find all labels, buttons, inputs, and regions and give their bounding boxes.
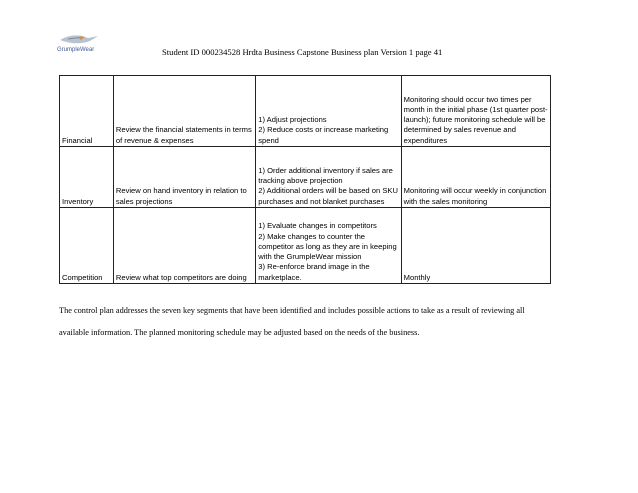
table-row	[60, 147, 551, 208]
schedule-cell: Monitoring will occur weekly in conjunction with the sales monitoring	[401, 147, 550, 208]
actions-cell	[256, 76, 401, 147]
schedule-cell: Monitoring should occur two times per month in the initial phase (1st quarter post-launch); future monitoring schedule will be determined by sales revenue and expenditures	[401, 76, 550, 147]
control-plan-table	[59, 75, 551, 284]
body-paragraph	[59, 300, 579, 344]
action-item: 2) Make changes to counter the competitor as long as they are in keeping with the GrumpleWear mission	[258, 231, 397, 262]
table-row	[60, 208, 551, 284]
action-item: 3) Re-enforce brand image in the marketplace.	[258, 262, 370, 282]
action-item: 1) Evaluate changes in competitors	[258, 221, 377, 231]
review-cell: Review what top competitors are doing	[113, 208, 255, 284]
logo-text: GrumpleWear	[57, 47, 95, 53]
review-cell: Review on hand inventory in relation to sales projections	[113, 147, 255, 208]
action-item: 1) Adjust projections	[258, 115, 327, 125]
review-cell: Review the financial statements in terms of revenue & expenses	[113, 76, 255, 147]
actions-cell	[256, 147, 401, 208]
action-item: 1) Order additional inventory if sales are tracking above projection	[258, 165, 393, 186]
schedule-cell: Monthly	[401, 208, 550, 284]
action-item: 2) Additional orders will be based on SKU purchases and not blanket purchases	[258, 186, 398, 206]
action-item: 2) Reduce costs or increase marketing spend	[258, 125, 389, 145]
actions-cell	[256, 208, 401, 284]
page-header: Student ID 000234528 Hrdta Business Capstone Business plan Version 1 page 41	[162, 47, 443, 57]
segment-cell: Financial	[60, 76, 114, 147]
paragraph-line: available information. The planned monitoring schedule may be adjusted based on the needs of the business.	[59, 328, 420, 337]
table-row	[60, 76, 551, 147]
paragraph-line: The control plan addresses the seven key segments that have been identified and includes possible actions to take as a result of reviewing all	[59, 306, 525, 315]
segment-cell: Competition	[60, 208, 114, 284]
segment-cell: Inventory	[60, 147, 114, 208]
